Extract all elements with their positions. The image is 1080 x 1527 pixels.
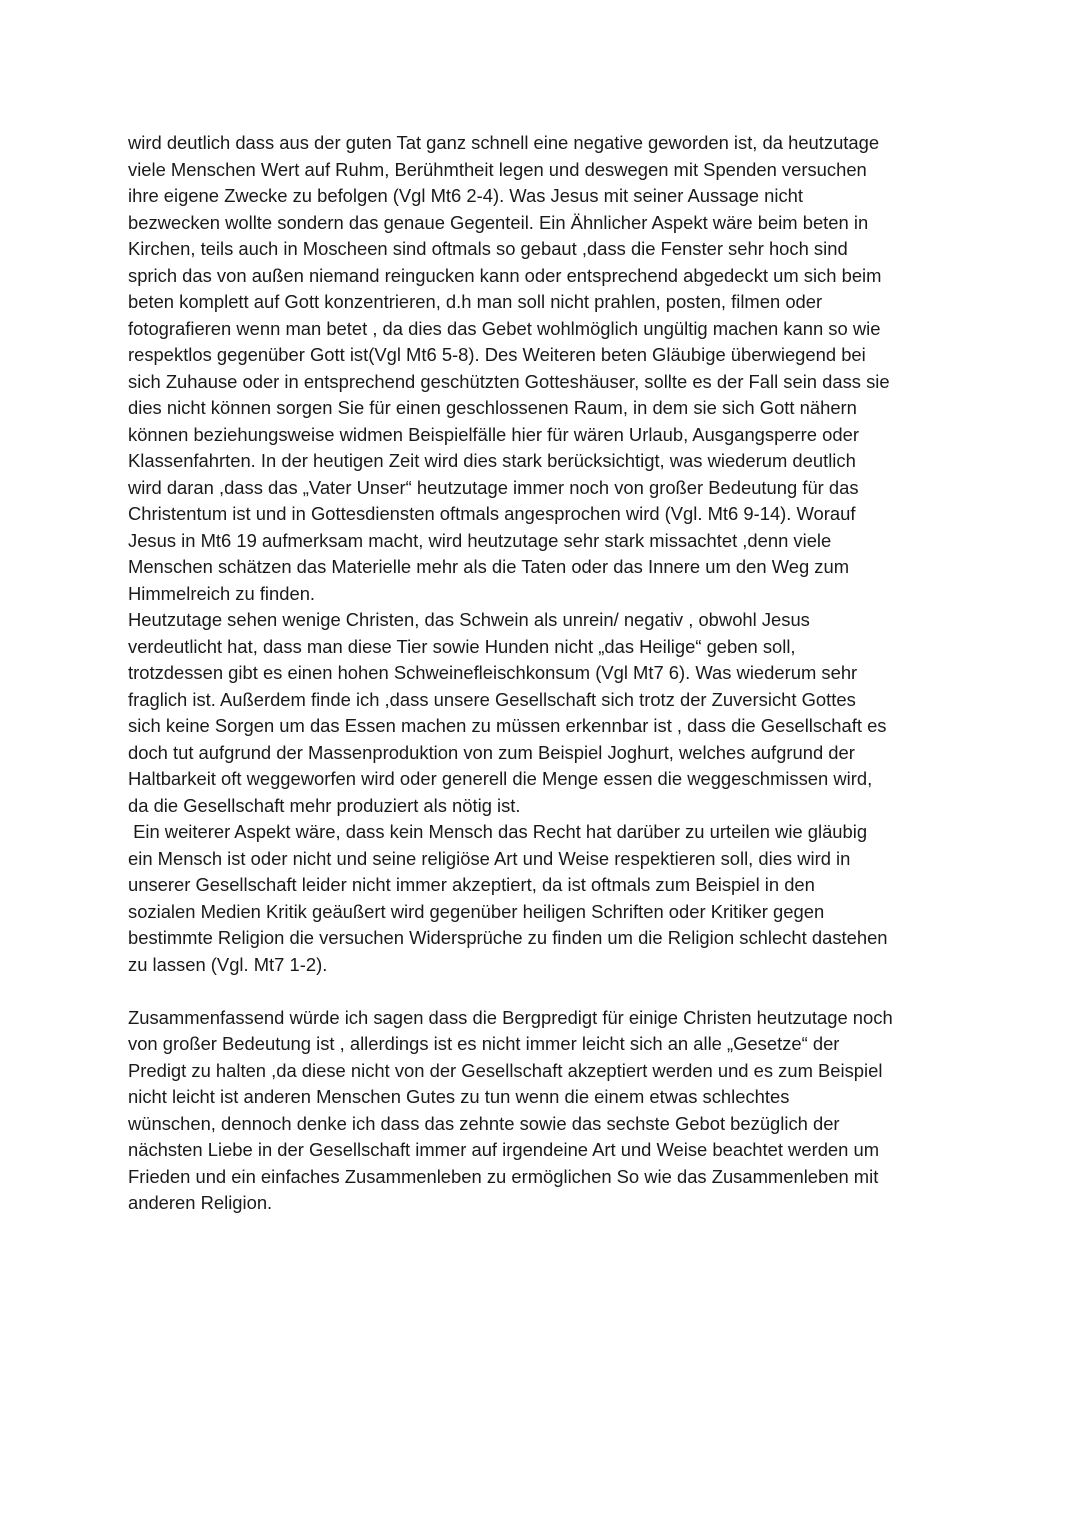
text-line: verdeutlicht hat, dass man diese Tier sowie Hunden nicht „das Heilige“ geben soll, bbox=[128, 635, 796, 657]
paragraph-3 bbox=[128, 819, 958, 978]
text-line: respektlos gegenüber Gott ist(Vgl Mt6 5-8). Des Weiteren beten Gläubige überwiegend bei bbox=[128, 344, 866, 365]
text-line: Ein weiterer Aspekt wäre, dass kein Mensch das Recht hat darüber zu urteilen wie gläubig bbox=[128, 821, 868, 842]
text-line: Klassenfahrten. In der heutigen Zeit wird dies stark berücksichtigt, was wiederum deutlich bbox=[128, 450, 856, 471]
text-line: sich keine Sorgen um das Essen machen zu müssen erkennbar ist , dass die Gesellschaft es bbox=[128, 715, 887, 736]
text-line: Menschen schätzen das Materielle mehr als die Taten oder das Innere um den Weg zum bbox=[128, 556, 850, 577]
text-line: Kirchen, teils auch in Moscheen sind oftmals so gebaut ,dass die Fenster sehr hoch sind bbox=[128, 238, 848, 259]
text-line: Predigt zu halten ,da diese nicht von der Gesellschaft akzeptiert werden und es zum Beispiel bbox=[128, 1059, 883, 1081]
text-line: Jesus in Mt6 19 aufmerksam macht, wird heutzutage sehr stark missachtet ,denn viele bbox=[128, 529, 832, 551]
text-line: dies nicht können sorgen Sie für einen geschlossenen Raum, in dem sie sich Gott nähern bbox=[128, 397, 857, 418]
text-line: können beziehungsweise widmen Beispielfälle hier für wären Urlaub, Ausgangsperre oder bbox=[128, 423, 859, 445]
text-line: bezwecken wollte sondern das genaue Gegenteil. Ein Ähnlicher Aspekt wäre beim beten in bbox=[128, 211, 869, 233]
text-line: da die Gesellschaft mehr produziert als nötig ist. bbox=[128, 794, 521, 816]
text-line: wünschen, dennoch denke ich dass das zehnte sowie das sechste Gebot bezüglich der bbox=[128, 1112, 840, 1134]
text-line: Frieden und ein einfaches Zusammenleben zu ermöglichen So wie das Zusammenleben mit bbox=[128, 1165, 879, 1187]
paragraph-spacer bbox=[128, 978, 958, 1005]
text-line: wird deutlich dass aus der guten Tat ganz schnell eine negative geworden ist, da heutzutage bbox=[128, 132, 880, 153]
paragraph-2 bbox=[128, 607, 958, 819]
text-line: sozialen Medien Kritik geäußert wird gegenüber heiligen Schriften oder Kritiker gegen bbox=[128, 900, 825, 922]
text-line: von großer Bedeutung ist , allerdings ist es nicht immer leicht sich an alle „Gesetze“ der bbox=[128, 1033, 840, 1054]
text-line: Zusammenfassend würde ich sagen dass die Bergpredigt für einige Christen heutzutage noch bbox=[128, 1006, 893, 1028]
paragraph-1 bbox=[128, 130, 958, 607]
text-line: viele Menschen Wert auf Ruhm, Berühmtheit legen und deswegen mit Spenden versuchen bbox=[128, 158, 867, 180]
text-line: unserer Gesellschaft leider nicht immer akzeptiert, da ist oftmals zum Beispiel in den bbox=[128, 874, 815, 895]
text-line: doch tut aufgrund der Massenproduktion von zum Beispiel Joghurt, welches aufgrund der bbox=[128, 741, 855, 763]
document-page bbox=[128, 130, 958, 1217]
text-line: sich Zuhause oder in entsprechend geschützten Gotteshäuser, sollte es der Fall sein dass sie bbox=[128, 370, 890, 392]
text-line: nicht leicht ist anderen Menschen Gutes zu tun wenn die einem etwas schlechtes bbox=[128, 1086, 790, 1107]
text-line: Christentum ist und in Gottesdiensten oftmals angesprochen wird (Vgl. Mt6 9-14). Worauf bbox=[128, 503, 856, 524]
text-line: fraglich ist. Außerdem finde ich ,dass unsere Gesellschaft sich trotz der Zuversicht Gottes bbox=[128, 688, 856, 710]
text-line: trotzdessen gibt es einen hohen Schweinefleischkonsum (Vgl Mt7 6). Was wiederum sehr bbox=[128, 662, 858, 683]
paragraph-4-conclusion bbox=[128, 1005, 958, 1217]
text-line: beten komplett auf Gott konzentrieren, d.h man soll nicht prahlen, posten, filmen oder bbox=[128, 291, 823, 312]
text-line: ihre eigene Zwecke zu befolgen (Vgl Mt6 2-4). Was Jesus mit seiner Aussage nicht bbox=[128, 185, 803, 206]
text-line: bestimmte Religion die versuchen Widersprüche zu finden um die Religion schlecht dastehen bbox=[128, 927, 888, 948]
text-line: ein Mensch ist oder nicht und seine religiöse Art und Weise respektieren soll, dies wird in bbox=[128, 847, 851, 869]
text-line: Himmelreich zu finden. bbox=[128, 582, 316, 604]
text-line: fotografieren wenn man betet , da dies das Gebet wohlmöglich ungültig machen kann so wie bbox=[128, 317, 881, 339]
text-line: sprich das von außen niemand reingucken kann oder entsprechend abgedeckt um sich beim bbox=[128, 264, 882, 286]
text-line: Haltbarkeit oft weggeworfen wird oder generell die Menge essen die weggeschmissen wird, bbox=[128, 768, 873, 789]
text-line: nächsten Liebe in der Gesellschaft immer auf irgendeine Art und Weise beachtet werden um bbox=[128, 1139, 880, 1160]
text-line: Heutzutage sehen wenige Christen, das Schwein als unrein/ negativ , obwohl Jesus bbox=[128, 609, 810, 630]
text-line: zu lassen (Vgl. Mt7 1-2). bbox=[128, 953, 328, 975]
text-line: anderen Religion. bbox=[128, 1192, 273, 1213]
text-line: wird daran ,dass das „Vater Unser“ heutzutage immer noch von großer Bedeutung für das bbox=[128, 476, 859, 498]
